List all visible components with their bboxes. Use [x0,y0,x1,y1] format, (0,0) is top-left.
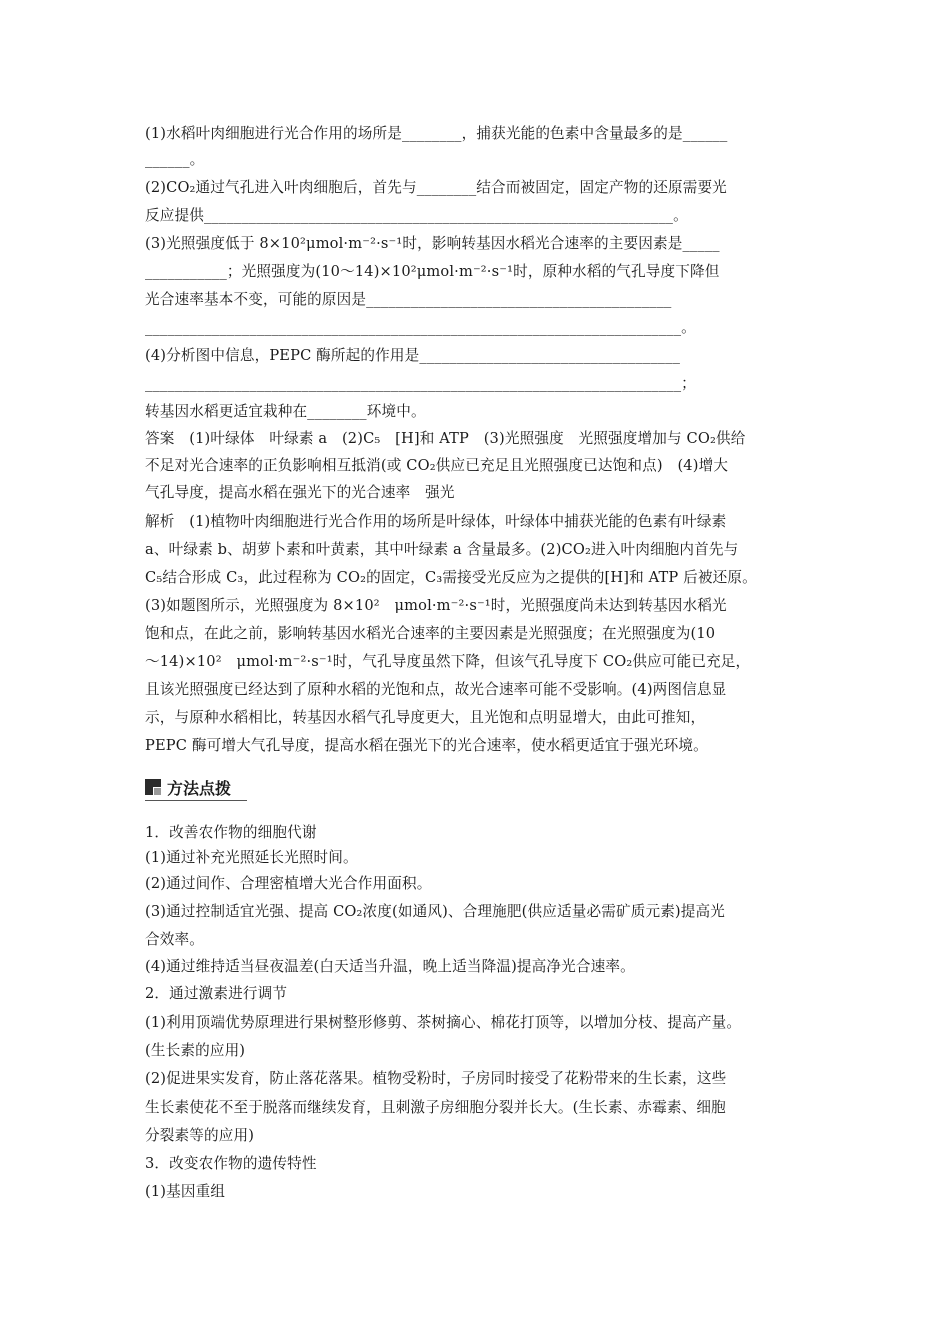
answer-line: 气孔导度，提高水稻在强光下的光合速率 强光 [145,484,455,501]
question-line: ______。 [145,151,205,168]
question-line: ___________；光照强度为(10～14)×10²μmol·m⁻²·s⁻¹时，原种水稻的气孔导度下降但 [145,263,720,280]
method-line: (1)通过补充光照延长光照时间。 [145,849,358,866]
method-line: (2)通过间作、合理密植增大光合作用面积。 [145,875,432,892]
analysis-line: 饱和点，在此之前，影响转基因水稻光合速率的主要因素是光照强度；在光照强度为(10 [145,625,716,642]
analysis-line: (3)如题图所示，光照强度为 8×10² μmol·m⁻²·s⁻¹时，光照强度尚未达到转基因水稻光 [145,597,727,614]
method-line: 3．改变农作物的遗传特性 [145,1155,317,1172]
analysis-line: a、叶绿素 b、胡萝卜素和叶黄素，其中叶绿素 a 含量最多。(2)CO₂进入叶肉细胞内首先与 [145,541,739,558]
method-line: (2)促进果实发育，防止落花落果。植物受粉时，子房同时接受了花粉带来的生长素，这些 [145,1070,727,1087]
method-line: 合效率。 [145,931,204,948]
section-marker-icon [145,779,161,795]
method-line: (3)通过控制适宜光强、提高 CO₂浓度(如通风)、合理施肥(供应适量必需矿质元素)提高光 [145,903,726,920]
question-line: 光合速率基本不变，可能的原因是_________________________________________ [145,291,672,308]
question-line: 反应提供_______________________________________________________________。 [145,207,688,224]
question-line: 转基因水稻更适宜栽种在________环境中。 [145,403,426,420]
section-underline [145,800,247,801]
analysis-line: 解析 (1)植物叶肉细胞进行光合作用的场所是叶绿体，叶绿体中捕获光能的色素有叶绿素 [145,513,727,530]
method-line: 2．通过激素进行调节 [145,985,288,1002]
method-line: (4)通过维持适当昼夜温差(白天适当升温，晚上适当降温)提高净光合速率。 [145,958,635,975]
question-line: (1)水稻叶肉细胞进行光合作用的场所是________，捕获光能的色素中含量最多的是______ [145,125,728,142]
question-line: (4)分析图中信息，PEPC 酶所起的作用是___________________________________ [145,347,681,364]
question-line: ________________________________________________________________________； [145,375,696,392]
question-line: (2)CO₂通过气孔进入叶肉细胞后，首先与________结合而被固定，固定产物的还原需要光 [145,179,727,196]
answer-line: 答案 (1)叶绿体 叶绿素 a (2)C₅ [H]和 ATP (3)光照强度 光照强度增加与 CO₂供给 [145,430,746,447]
method-line: (1)基因重组 [145,1183,226,1200]
analysis-line: PEPC 酶可增大气孔导度，提高水稻在强光下的光合速率，使水稻更适宜于强光环境。 [145,737,708,754]
analysis-line: 且该光照强度已经达到了原种水稻的光饱和点，故光合速率可能不受影响。(4)两图信息显 [145,681,727,698]
method-line: 分裂素等的应用) [145,1127,255,1144]
analysis-line: ～14)×10² μmol·m⁻²·s⁻¹时，气孔导度虽然下降，但该气孔导度下 CO₂供应可能已充足， [145,653,751,670]
method-line: (1)利用顶端优势原理进行果树整形修剪、茶树摘心、棉花打顶等，以增加分枝、提高产量。 [145,1014,742,1031]
question-line: ________________________________________________________________________。 [145,319,696,336]
method-line: (生长素的应用) [145,1042,246,1059]
section-heading [145,775,231,799]
answer-line: 不足对光合速率的正负影响相互抵消(或 CO₂供应已充足且光照强度已达饱和点) (4)增大 [145,457,729,474]
question-line: (3)光照强度低于 8×10²μmol·m⁻²·s⁻¹时，影响转基因水稻光合速率的主要因素是_____ [145,235,720,252]
section-title: 方法点拨 [167,778,232,798]
method-line: 生长素使花不至于脱落而继续发育，且刺激子房细胞分裂并长大。(生长素、赤霉素、细胞 [145,1099,726,1116]
method-line: 1．改善农作物的细胞代谢 [145,824,317,841]
analysis-line: C₅结合形成 C₃，此过程称为 CO₂的固定，C₃需接受光反应为之提供的[H]和 ATP 后被还原。 [145,569,757,586]
analysis-line: 示，与原种水稻相比，转基因水稻气孔导度更大，且光饱和点明显增大，由此可推知， [145,709,706,726]
